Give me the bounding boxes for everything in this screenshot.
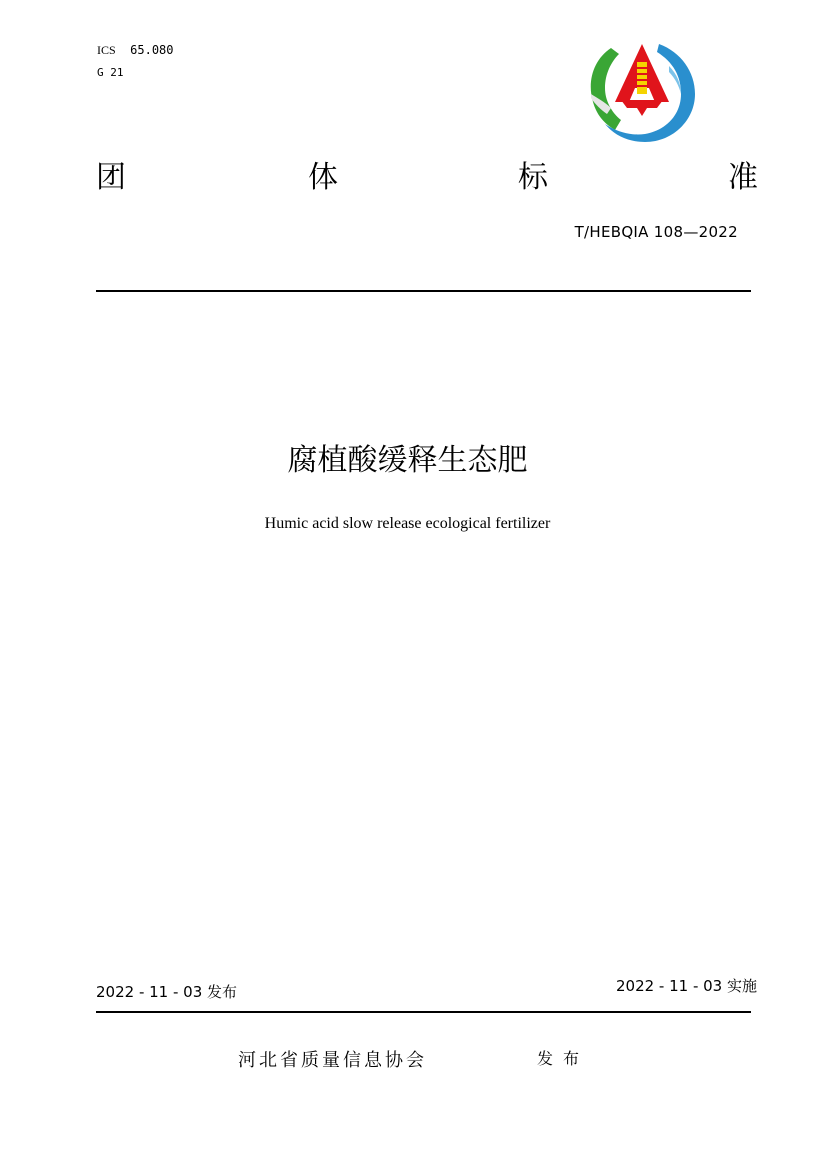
standard-type-char: 标 — [518, 160, 548, 195]
logo-green-arc — [591, 48, 621, 130]
ccs-code: G 21 — [97, 66, 124, 79]
publisher-name: 河北省质量信息协会 — [238, 1050, 427, 1071]
association-emblem-icon — [585, 38, 699, 146]
standard-type-char: 体 — [308, 160, 338, 195]
publish-label: 发布 — [537, 1049, 590, 1068]
title-english: Humic acid slow release ecological fertilizer — [264, 515, 551, 532]
bottom-divider — [96, 1011, 751, 1013]
title-chinese: 腐植酸缓释生态肥 — [287, 443, 528, 478]
logo-blue-swoosh — [605, 44, 695, 142]
logo-red-base — [621, 100, 663, 116]
standard-type-char: 准 — [728, 160, 758, 195]
standard-number: T/HEBQIA 108—2022 — [574, 223, 738, 241]
top-divider — [96, 290, 751, 292]
ics-number: 65.080 — [130, 43, 174, 57]
implementation-date: 2022 - 11 - 03 实施 — [615, 977, 757, 995]
issue-date: 2022 - 11 - 03 发布 — [96, 983, 238, 1001]
ics-label: ICS — [97, 43, 116, 57]
ics-code — [97, 43, 174, 57]
logo-yellow-bar — [637, 62, 647, 94]
standard-type-char: 团 — [96, 160, 126, 195]
